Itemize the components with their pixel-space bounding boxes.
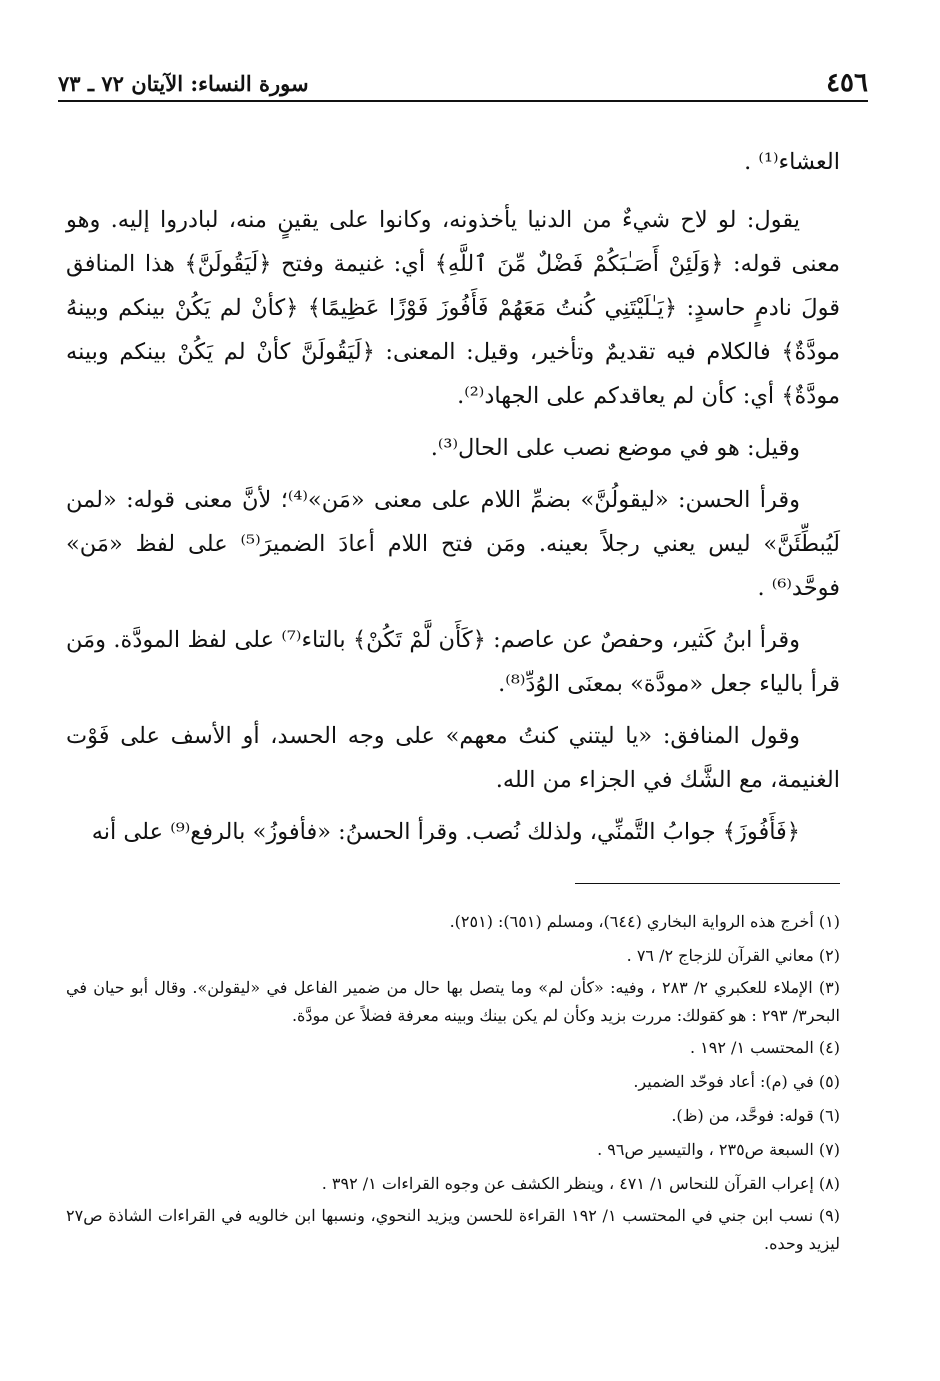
footnote-divider (575, 883, 840, 884)
footnote: (٩) نسب ابن جني في المحتسب ١/ ١٩٢ القراءة للحسن ويزيد النحوي، ونسبها ابن خالويه في القراءات الشاذة ص٢٧ ليزيد وحده. (66, 1206, 840, 1253)
running-title: سورة النساء: الآيتان ٧٢ ـ ٧٣ (58, 71, 309, 96)
paragraph: العشاء⁽¹⁾ . (744, 149, 840, 175)
footnote: (٦) قوله: فوحَّد، من (ظ). (671, 1106, 840, 1125)
page-number: ٤٥٦ (826, 68, 868, 98)
page-header (58, 62, 868, 102)
footnote: (٧) السبعة ص٢٣٥ ، والتيسير ص٩٦ . (597, 1140, 840, 1159)
footnote: (١) أخرج هذه الرواية البخاري (٦٤٤)، ومسلم (٦٥١): (٢٥١). (449, 912, 840, 931)
paragraph: يقول: لو لاح شيءٌ من الدنيا يأخذونه، وكانوا على يقينٍ منه، لبادروا إليه. وهو معنى قوله: ﴿وَلَئِنْ أَصَـٰبَكُمْ فَضْلٌ مِّنَ ٱللَّهِ﴾ أي: غنيمة وفتح ﴿لَيَقُولَنَّ﴾ هذا المنافق قولَ نادمٍ حاسدٍ: ﴿يَـٰلَيْتَنِي كُنتُ مَعَهُمْ فَأَفُوزَ فَوْزًا عَظِيمًا﴾ ﴿كأنْ لم يَكُنْ بينكم وبينهُ مودَّةٌ﴾ فالكلام فيه تقديمٌ وتأخير، وقيل: المعنى: ﴿لَيَقُولَنَّ كأنْ لم يَكُنْ بينكم وبينه مودَّةٌ﴾ أي: كأن لم يعاقدكم على الجهاد⁽²⁾. (66, 207, 840, 409)
paragraph: وقيل: هو في موضع نصب على الحال⁽³⁾. (430, 435, 800, 461)
paragraph: ﴿فَأَفُوزَ﴾ جوابُ التَّمنِّي، ولذلك نُصب. وقرأ الحسنُ: «فأفوزُ» بالرفع⁽⁹⁾ على أنه (91, 819, 800, 845)
paragraph: وقرأ ابنُ كَثير، وحفصٌ عن عاصم: ﴿كَأَن لَّمْ تَكُنْ﴾ بالتاء⁽⁷⁾ على لفظ المودَّة. ومَن قرأ بالياء جعل «مودَّة» بمعنَى الوُدِّ⁽⁸⁾. (66, 627, 840, 697)
footnote: (٤) المحتسب ١/ ١٩٢ . (690, 1038, 840, 1057)
main-text (66, 140, 840, 862)
footnote: (٣) الإملاء للعكبري ٢/ ٢٨٣ ، وفيه: «كأن لم» وما يتصل بها حال من ضمير الفاعل في «ليقولن». وقال أبو حيان في البحر٣/ ٢٩٣ : هو كقولك: مررت بزيد وكأن لم يكن بينك وبينه معرفة فضلاً عن مودَّة. (66, 978, 840, 1025)
footnote: (٨) إعراب القرآن للنحاس ١/ ٤٧١ ، وينظر الكشف عن وجوه القراءات ١/ ٣٩٢ . (321, 1174, 840, 1193)
paragraph: وقول المنافق: «يا ليتني كنتُ معهم» على وجه الحسد، أو الأسف على فَوْت الغنيمة، مع الشَّك في الجزاء من الله. (66, 723, 840, 793)
paragraph: وقرأ الحسن: «ليقولُنَّ» بضمِّ اللام على معنى «مَن»⁽⁴⁾؛ لأنَّ معنى قوله: «لمن لَيُبطِّئَنَّ» ليس يعني رجلاً بعينه. ومَن فتح اللام أعادَ الضميرَ⁽⁵⁾ على لفظ «مَن» فوحَّد⁽⁶⁾ . (66, 487, 840, 601)
footnotes (66, 906, 840, 1260)
footnote: (٥) في (م): أعاد فوحّد الضمير. (633, 1072, 840, 1091)
footnote: (٢) معاني القرآن للزجاج ٢/ ٧٦ . (626, 946, 840, 965)
